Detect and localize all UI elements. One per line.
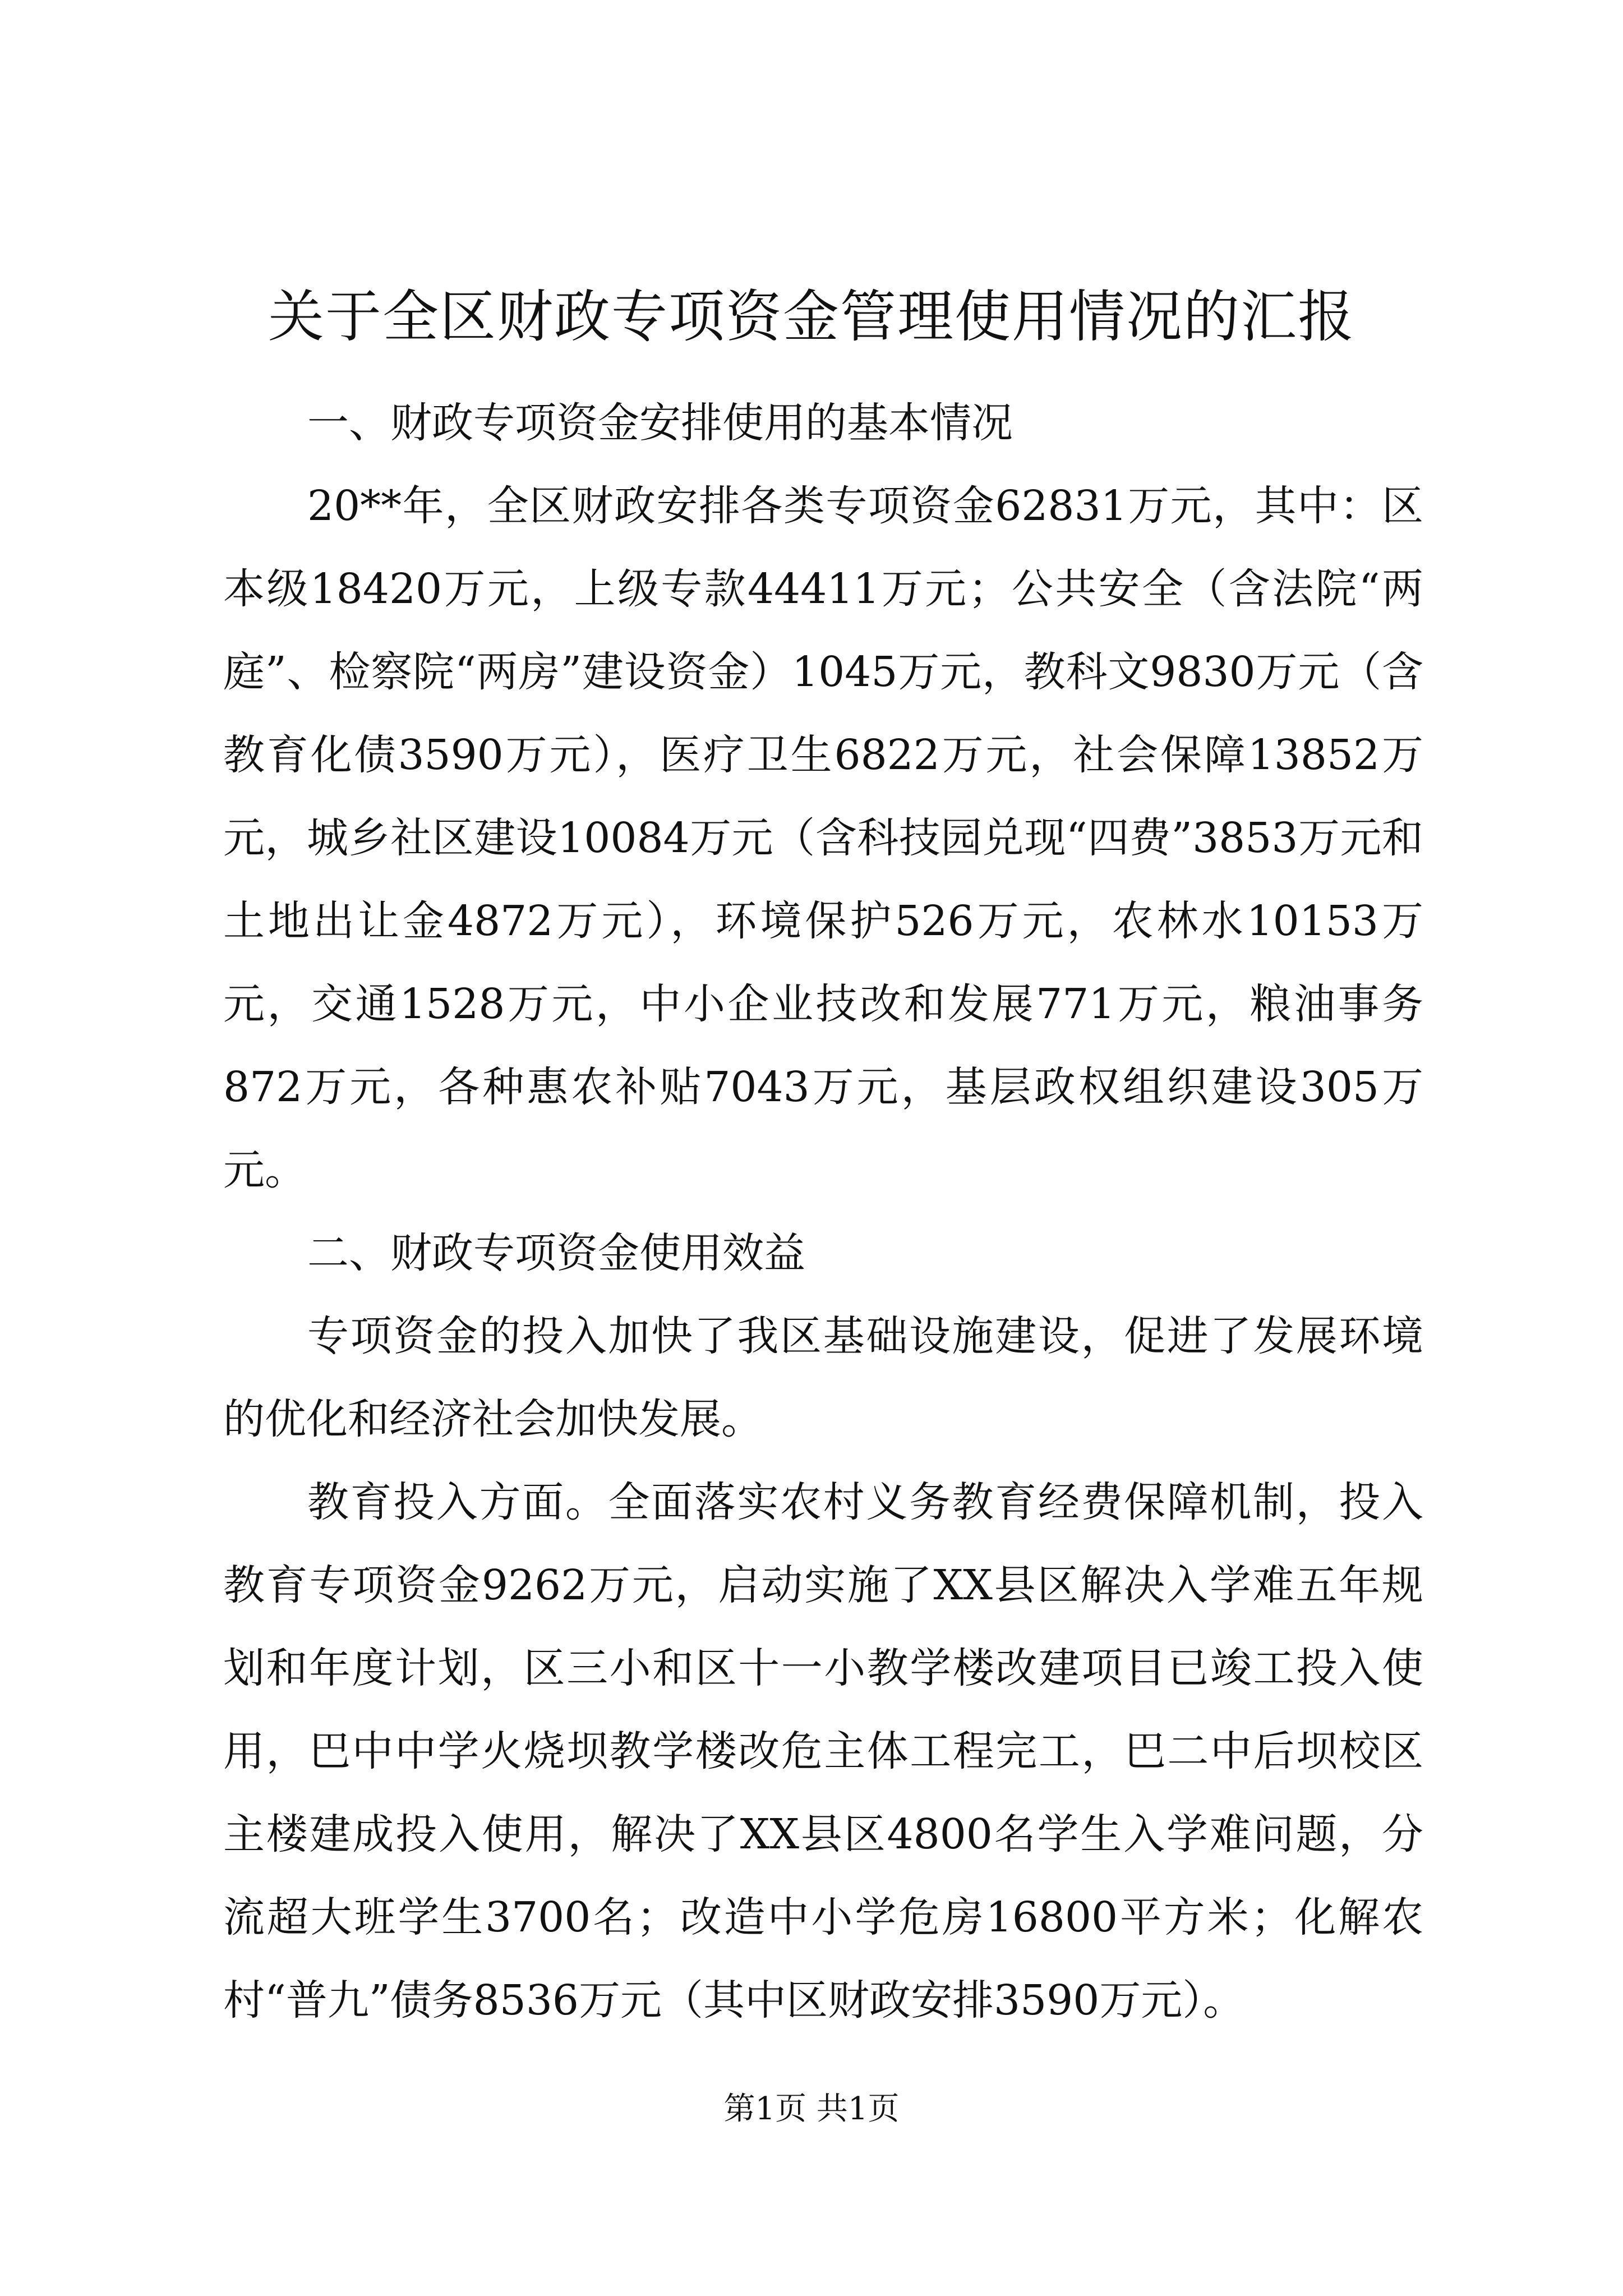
section-heading-2: 二、财政专项资金使用效益 bbox=[307, 1229, 805, 1277]
section-heading-1: 一、财政专项资金安排使用的基本情况 bbox=[307, 399, 1013, 447]
paragraph-funding-overview: 20**年，全区财政安排各类专项资金62831万元，其中：区本级18420万元，上级专款44411万元；公共安全（含法院“两庭”、检察院“两房”建设资金）1045万元，教科文9830万元（含教育化债3590万元），医疗卫生6822万元，社会保障13852万元，城乡社区建设10084万元（含科技园兑现“四费”3853万元和土地出让金4872万元），环境保护526万元，农林水10153万元，交通1528万元，中小企业技改和发展771万元，粮油事务872万元，各种惠农补贴7043万元，基层政权组织建设305万元。 bbox=[223, 482, 1423, 1194]
document-body bbox=[223, 381, 1423, 2042]
paragraph-education-investment: 教育投入方面。全面落实农村义务教育经费保障机制，投入教育专项资金9262万元，启动实施了XX县区解决入学难五年规划和年度计划，区三小和区十一小教学楼改建项目已竣工投入使用，巴中中学火烧坝教学楼改危主体工程完工，巴二中后坝校区主楼建成投入使用，解决了XX县区4800名学生入学难问题，分流超大班学生3700名；改造中小学危房16800平方米；化解农村“普九”债务8536万元（其中区财政安排3590万元）。 bbox=[223, 1478, 1423, 2024]
page-footer: 第1页 共1页 bbox=[723, 2091, 900, 2127]
paragraph-benefits-intro: 专项资金的投入加快了我区基础设施建设，促进了发展环境的优化和经济社会加快发展。 bbox=[223, 1312, 1423, 1443]
document-title: 关于全区财政专项资金管理使用情况的汇报 bbox=[268, 284, 1355, 349]
